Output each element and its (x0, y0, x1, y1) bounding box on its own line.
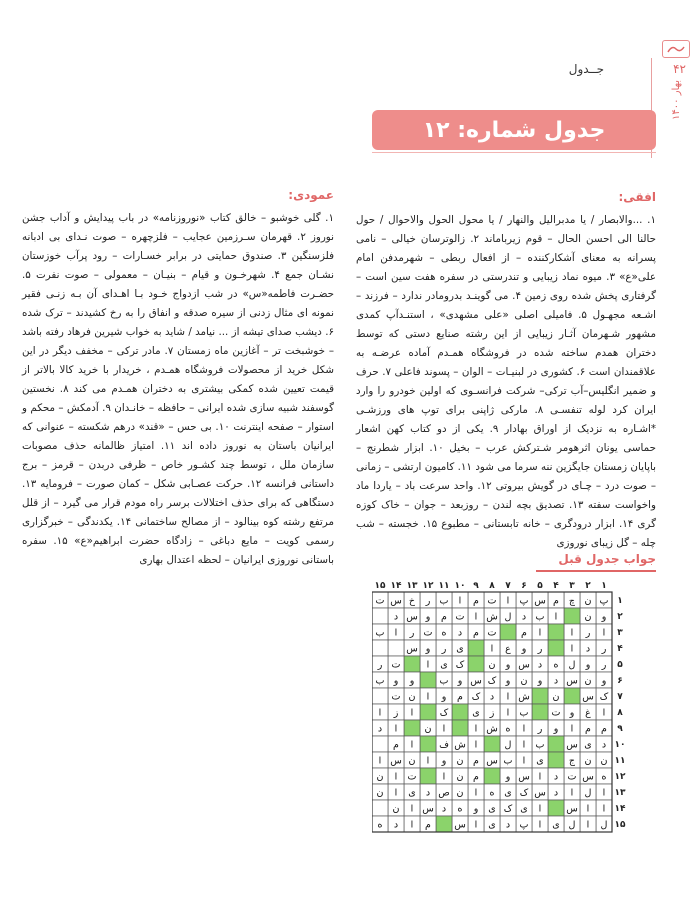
grid-block-cell (548, 736, 564, 752)
grid-letter: ا (394, 723, 398, 735)
grid-col-number: ۱۰ (454, 581, 466, 591)
grid-letter: ت (551, 707, 561, 719)
grid-block-cell (404, 720, 420, 736)
grid-letter: ن (408, 691, 416, 703)
grid-letter: ش (454, 739, 466, 751)
grid-letter: س (566, 803, 578, 815)
grid-letter: ا (522, 755, 526, 767)
title-banner (372, 110, 656, 150)
grid-letter: ا (570, 643, 574, 655)
grid-letter: پ (599, 595, 609, 607)
answer-grid-svg (372, 576, 644, 834)
grid-letter: ا (554, 611, 558, 623)
grid-letter: ن (408, 755, 416, 767)
grid-block-cell (468, 656, 484, 672)
grid-letter: ا (570, 787, 574, 799)
grid-letter: س (582, 691, 594, 703)
grid-letter: ن (584, 675, 592, 687)
grid-row-number: ۱۵ (614, 820, 626, 830)
page-title: جدول شماره: ۱۲ (422, 117, 606, 143)
grid-letter: ب (535, 739, 545, 751)
grid-letter: ا (586, 803, 590, 815)
grid-letter: س (566, 739, 578, 751)
grid-letter: ر (409, 627, 415, 639)
grid-letter: س (406, 611, 418, 623)
grid-cell (372, 800, 388, 816)
grid-letter: ا (474, 787, 478, 799)
grid-letter: ا (602, 627, 606, 639)
grid-letter: س (518, 659, 530, 671)
grid-letter: ا (522, 739, 526, 751)
grid-letter: و (585, 659, 591, 671)
grid-letter: ه (601, 771, 607, 783)
grid-letter: ا (538, 627, 542, 639)
grid-row-number: ۲ (617, 612, 623, 622)
grid-letter: م (425, 819, 431, 831)
grid-cell (372, 608, 388, 624)
grid-letter: ش (486, 723, 498, 735)
grid-letter: ب (439, 595, 449, 607)
grid-letter: م (473, 595, 479, 607)
grid-letter: ز (489, 707, 495, 719)
grid-block-cell (564, 688, 580, 704)
grid-letter: و (553, 723, 559, 735)
grid-letter: ت (567, 771, 577, 783)
grid-letter: پ (519, 819, 529, 831)
grid-letter: و (425, 611, 431, 623)
grid-letter: م (585, 723, 591, 735)
grid-letter: ر (441, 643, 447, 655)
grid-letter: ن (456, 771, 464, 783)
previous-answer-grid (372, 576, 644, 834)
grid-letter: و (569, 707, 575, 719)
grid-letter: ی (408, 787, 416, 799)
grid-row-number: ۴ (617, 644, 623, 654)
grid-letter: ا (378, 755, 382, 767)
grid-letter: ا (394, 771, 398, 783)
grid-letter: ا (602, 707, 606, 719)
grid-letter: س (470, 675, 482, 687)
grid-block-cell (532, 704, 548, 720)
grid-col-number: ۹ (473, 581, 479, 591)
grid-letter: ا (506, 691, 510, 703)
grid-letter: ا (570, 723, 574, 735)
grid-block-cell (532, 688, 548, 704)
grid-letter: ب (375, 627, 385, 639)
grid-letter: ه (377, 819, 383, 831)
grid-letter: ا (410, 803, 414, 815)
grid-letter: ی (536, 755, 544, 767)
grid-letter: ن (456, 787, 464, 799)
grid-col-number: ۱۳ (406, 581, 418, 591)
grid-letter: و (425, 643, 431, 655)
grid-letter: ب (439, 675, 449, 687)
grid-col-number: ۷ (505, 581, 511, 591)
grid-row-number: ۳ (617, 628, 623, 638)
grid-letter: ا (538, 803, 542, 815)
grid-letter: ه (489, 787, 495, 799)
grid-letter: ش (518, 691, 530, 703)
grid-letter: و (441, 691, 447, 703)
section-label: جــدول (568, 62, 604, 76)
grid-row-number: ۱۴ (614, 804, 626, 814)
grid-letter: د (489, 691, 495, 703)
grid-letter: ر (377, 659, 383, 671)
grid-block-cell (548, 624, 564, 640)
grid-col-number: ۵ (537, 581, 543, 591)
grid-letter: ه (553, 659, 559, 671)
grid-letter: ر (425, 595, 431, 607)
grid-letter: م (393, 739, 399, 751)
grid-letter: ن (488, 659, 496, 671)
grid-col-number: ۱۵ (374, 581, 386, 591)
grid-letter: ا (410, 819, 414, 831)
grid-letter: ن (584, 755, 592, 767)
grid-row-number: ۸ (617, 708, 623, 718)
grid-letter: ن (584, 611, 592, 623)
grid-letter: و (505, 771, 511, 783)
across-heading: افقی: (618, 190, 656, 204)
grid-col-number: ۱۲ (422, 581, 434, 591)
grid-letter: ج (568, 755, 576, 767)
grid-letter: م (553, 595, 559, 607)
grid-letter: چ (568, 595, 576, 607)
grid-letter: د (393, 819, 399, 831)
grid-block-cell (484, 768, 500, 784)
grid-letter: ک (519, 787, 529, 799)
grid-letter: ل (584, 787, 592, 799)
grid-row-number: ۷ (617, 692, 623, 702)
grid-block-cell (548, 640, 564, 656)
grid-letter: ا (602, 787, 606, 799)
grid-letter: د (553, 675, 559, 687)
grid-col-number: ۳ (569, 581, 575, 591)
grid-row-number: ۱ (617, 596, 623, 606)
grid-letter: ت (455, 611, 465, 623)
grid-letter: ب (535, 611, 545, 623)
grid-block-cell (548, 800, 564, 816)
grid-letter: ل (504, 611, 512, 623)
grid-row-number: ۹ (617, 724, 623, 734)
title-divider (372, 152, 656, 153)
grid-cell (388, 640, 404, 656)
grid-cell (372, 736, 388, 752)
answer-heading-underline (536, 570, 656, 572)
grid-letter: د (553, 771, 559, 783)
grid-cell (372, 688, 388, 704)
issue-label: بهار ۱۴۰۰ (671, 80, 682, 120)
grid-letter: ا (570, 627, 574, 639)
grid-letter: و (409, 675, 415, 687)
grid-letter: د (377, 723, 383, 735)
grid-letter: ا (506, 707, 510, 719)
grid-letter: ش (486, 611, 498, 623)
grid-letter: غ (585, 707, 591, 719)
grid-letter: و (537, 675, 543, 687)
grid-letter: ع (505, 643, 511, 655)
grid-letter: ن (584, 595, 592, 607)
grid-letter: ا (410, 707, 414, 719)
grid-letter: ا (538, 771, 542, 783)
grid-letter: ت (391, 659, 401, 671)
grid-letter: م (521, 627, 527, 639)
grid-letter: و (393, 675, 399, 687)
grid-block-cell (484, 736, 500, 752)
grid-cell (372, 640, 388, 656)
grid-letter: ی (456, 643, 464, 655)
grid-letter: د (425, 787, 431, 799)
grid-letter: ا (442, 771, 446, 783)
grid-letter: ی (552, 819, 560, 831)
down-clues (22, 186, 334, 570)
grid-letter: ت (487, 595, 497, 607)
grid-letter: و (505, 675, 511, 687)
grid-letter: ا (426, 691, 430, 703)
grid-row-number: ۱۰ (614, 740, 626, 750)
grid-letter: ا (394, 787, 398, 799)
grid-letter: د (393, 611, 399, 623)
grid-letter: م (473, 755, 479, 767)
grid-letter: ص (438, 787, 450, 799)
grid-block-cell (500, 624, 516, 640)
grid-letter: ا (474, 819, 478, 831)
grid-letter: و (457, 675, 463, 687)
grid-letter: و (473, 803, 479, 815)
grid-letter: ک (439, 707, 449, 719)
grid-letter: ب (519, 707, 529, 719)
grid-letter: ا (474, 611, 478, 623)
grid-letter: ن (520, 675, 528, 687)
grid-letter: د (521, 611, 527, 623)
grid-col-number: ۸ (489, 581, 495, 591)
grid-block-cell (420, 672, 436, 688)
grid-letter: ک (503, 803, 513, 815)
grid-block-cell (548, 752, 564, 768)
down-text: ۱. گلی خوشبو – خالق کتاب «نوروزنامه» در باب پیدایش و آداب جشن نوروز ۲. قهرمان سـرزمین عجایب – فلزچهره – صوت نـدای بی ادبانه فلزسنگین ۳. صندوق حمایتی در برابر خسـارات – رود پرآب خوزستان نشـان جمع ۴. شهرخـون و قیام – بنیـان – معمولی – صوت نفرت ۵. حضـرت فاطمه«س» در شب ازدواج خـود بـا اهـدای آن بـه زنـی فقیر نمونه ای مثال زدنی از سیره صدقه و انفاق را به رخ کشیدند – ترک شده ۶. دیشب صدای تیشه از ... نیامد / شاید به خواب شیرین فرهاد رفته باشد – خوشبخت تر – آغازین ماه زمستان ۷. مادر ترکی – مخفف دیگر در این شکل خرید از محصولات فروشگاه همـدم ، خریدار با خرید کالا بالاتر از قیمت تعیین شده کمکی بیشتری به دختران همـدم می کند ۸. نخستین گوسفند شبیه سازی شده ایرانی – حافظه – خانـدان ۹. آدمکش – محکم و استوار – صفحه اینترنت ۱۰. بی حس – «قند» درهم شکسته – عنوانی که ایرانیان باستان به نوروز داده اند ۱۱. امتیاز ظالمانه حذف مصوبات سازمان ملل ، توسط چند کشـور خاص – ظرفی دربدن – قرمز – برج داستانی فرانسه ۱۲. حرکت عصـابی شکل – کمان صورت – فرومایه ۱۳. دستگاهی که برای حذف اختلالات برسر راه مودم قرار می گیرد – از قلل مرتفع رشته کوه بینالود – از مصالح ساختمانی ۱۴. یکدندگی – خبرگزاری رسمی کویت – مایع دباغی – زادگاه حضرت ابراهیم«ع» ۱۵. سفره باستانی نوروزی ایرانیان – لحظه اعتدال بهاری (22, 212, 334, 566)
grid-letter: ن (376, 787, 384, 799)
grid-letter: ا (490, 643, 494, 655)
grid-letter: ر (601, 659, 607, 671)
grid-letter: س (582, 771, 594, 783)
grid-block-cell (468, 640, 484, 656)
grid-letter: ا (394, 627, 398, 639)
grid-letter: ت (423, 627, 433, 639)
grid-letter: ا (426, 659, 430, 671)
grid-block-cell (420, 768, 436, 784)
across-clues (356, 188, 656, 553)
grid-letter: ا (538, 819, 542, 831)
grid-letter: ک (455, 659, 465, 671)
grid-col-number: ۱۱ (438, 581, 450, 591)
grid-letter: م (441, 611, 447, 623)
grid-letter: ا (426, 755, 430, 767)
grid-letter: س (566, 675, 578, 687)
grid-block-cell (452, 704, 468, 720)
grid-letter: د (537, 659, 543, 671)
grid-col-number: ۴ (553, 581, 559, 591)
grid-letter: ر (537, 643, 543, 655)
grid-letter: و (601, 675, 607, 687)
grid-letter: ا (522, 723, 526, 735)
grid-letter: ا (410, 739, 414, 751)
grid-letter: ز (393, 707, 399, 719)
grid-letter: ل (568, 819, 576, 831)
grid-letter: و (505, 659, 511, 671)
grid-letter: ا (506, 595, 510, 607)
grid-letter: م (473, 627, 479, 639)
grid-block-cell (420, 704, 436, 720)
grid-letter: د (505, 819, 511, 831)
grid-letter: د (585, 643, 591, 655)
grid-letter: س (390, 755, 402, 767)
across-text: ۱. ...والابصار / یا مدبرالیل والنهار / یا محول الحول والاحوال / حول حالنا الی احسن الحال – قوم زیرباماند ۲. زالوترسان خیالی – نامی پسرانه به معنای آشکارکننده – از افعال ربطی – شهرمدفن امام علی«ع» ۳. میوه نماد زیبایی و تندرستی در سفره هفت سین است – گرفتاری پخش شده روی زمین ۴. می گوینـد بدرومادر ندارد – فرزند – اشـعه مجهـول ۵. فامیلی اصلی «علی مشهدی» ، استنـدآپ کمدی مشهور شـهرمان آثـار زیبایی از این رشته صنایع دستی که توسط دختران همدم ساخته شده در فروشگاه همـدم آماده عرضـه به علاقمندان است ۶. کشوری در لبنیـات – الوان – پسوند فاعلی ۷. حرف و ضمیر انگلیس–آب ترکی– شرکت فرانسـوی که اولین خودرو را وارد ایران کرد لوله تنفسـی ۸. مارکی ژاپنی برای توپ های ورزشـی *اشـاره به نزدیک از اوراق بهادار ۹. یکی از دو کتاب کهن اشعار حماسی یونان اثرهومر شـترکش عرب – بخیل ۱۰. ابزار شطرنج – باپایان زمستان جایگزین ننه سرما می شود ۱۱. کامیون ارتشی – زمانی – صوت درد – چـای در گویش بیروتی ۱۲. واحد سرعت باد – یاردا ماد واخواست سفته ۱۳. تصدیق بچه لندن – روزبعد – جوان – خاک کوزه گری ۱۴. ابزار درودگری – خانه تابستانی – مطبوع ۱۵. خجسته – شب چله – گل زیبای نوروزی (356, 214, 657, 549)
grid-col-number: ۶ (521, 581, 527, 591)
grid-block-cell (420, 736, 436, 752)
magazine-logo-icon (662, 40, 690, 58)
grid-letter: ه (457, 803, 463, 815)
grid-col-number: ۱ (601, 581, 607, 591)
grid-letter: ک (487, 675, 497, 687)
grid-block-cell (436, 816, 452, 832)
grid-letter: ن (552, 691, 560, 703)
grid-letter: س (534, 787, 546, 799)
grid-letter: ه (505, 723, 511, 735)
page-number: ۴۲ (673, 62, 686, 76)
grid-letter: خ (408, 595, 416, 607)
answer-heading: جواب جدول قبل (558, 552, 656, 566)
grid-letter: ا (458, 595, 462, 607)
grid-letter: ر (537, 723, 543, 735)
grid-letter: ی (504, 787, 512, 799)
grid-letter: ن (392, 803, 400, 815)
grid-row-number: ۱۳ (614, 788, 626, 798)
grid-letter: ک (599, 691, 609, 703)
grid-letter: س (454, 819, 466, 831)
grid-letter: ف (439, 739, 449, 751)
grid-row-number: ۱۲ (614, 772, 626, 782)
grid-letter: ت (487, 627, 497, 639)
grid-letter: د (601, 739, 607, 751)
grid-letter: ن (376, 771, 384, 783)
grid-letter: ا (602, 803, 606, 815)
grid-letter: ه (441, 627, 447, 639)
grid-letter: س (422, 803, 434, 815)
grid-letter: ل (568, 659, 576, 671)
grid-letter: ی (520, 803, 528, 815)
down-heading: عمودی: (288, 188, 334, 202)
grid-letter: ت (407, 771, 417, 783)
grid-letter: و (601, 611, 607, 623)
grid-letter: ا (474, 723, 478, 735)
grid-letter: ی (440, 659, 448, 671)
grid-letter: م (457, 691, 463, 703)
grid-row-number: ۵ (617, 660, 623, 670)
grid-letter: ب (375, 675, 385, 687)
grid-letter: ت (375, 595, 385, 607)
grid-letter: ی (488, 803, 496, 815)
grid-letter: ا (586, 819, 590, 831)
grid-letter: ب (503, 755, 513, 767)
grid-letter: ن (424, 723, 432, 735)
grid-letter: س (486, 755, 498, 767)
grid-letter: ن (600, 755, 608, 767)
grid-block-cell (404, 656, 420, 672)
grid-letter: ک (471, 691, 481, 703)
grid-letter: ر (601, 643, 607, 655)
grid-row-number: ۱۱ (614, 756, 626, 766)
grid-letter: م (473, 771, 479, 783)
grid-letter: ا (474, 739, 478, 751)
grid-letter: و (441, 755, 447, 767)
grid-letter: ی (488, 819, 496, 831)
grid-letter: ا (442, 723, 446, 735)
grid-block-cell (452, 720, 468, 736)
grid-letter: س (534, 595, 546, 607)
grid-letter: د (457, 627, 463, 639)
grid-letter: ا (378, 707, 382, 719)
grid-letter: ی (472, 707, 480, 719)
grid-letter: م (601, 723, 607, 735)
grid-letter: س (518, 771, 530, 783)
grid-col-number: ۱۴ (390, 581, 402, 591)
grid-letter: ی (584, 739, 592, 751)
grid-col-number: ۲ (585, 581, 591, 591)
grid-letter: ت (391, 691, 401, 703)
grid-letter: د (553, 787, 559, 799)
grid-letter: س (390, 595, 402, 607)
grid-letter: پ (519, 595, 529, 607)
grid-row-number: ۶ (617, 676, 623, 686)
grid-letter: د (441, 803, 447, 815)
grid-block-cell (564, 608, 580, 624)
grid-letter: ل (504, 739, 512, 751)
grid-letter: ن (456, 755, 464, 767)
grid-letter: ل (600, 819, 608, 831)
grid-letter: و (521, 643, 527, 655)
grid-letter: ر (585, 627, 591, 639)
grid-letter: س (406, 643, 418, 655)
